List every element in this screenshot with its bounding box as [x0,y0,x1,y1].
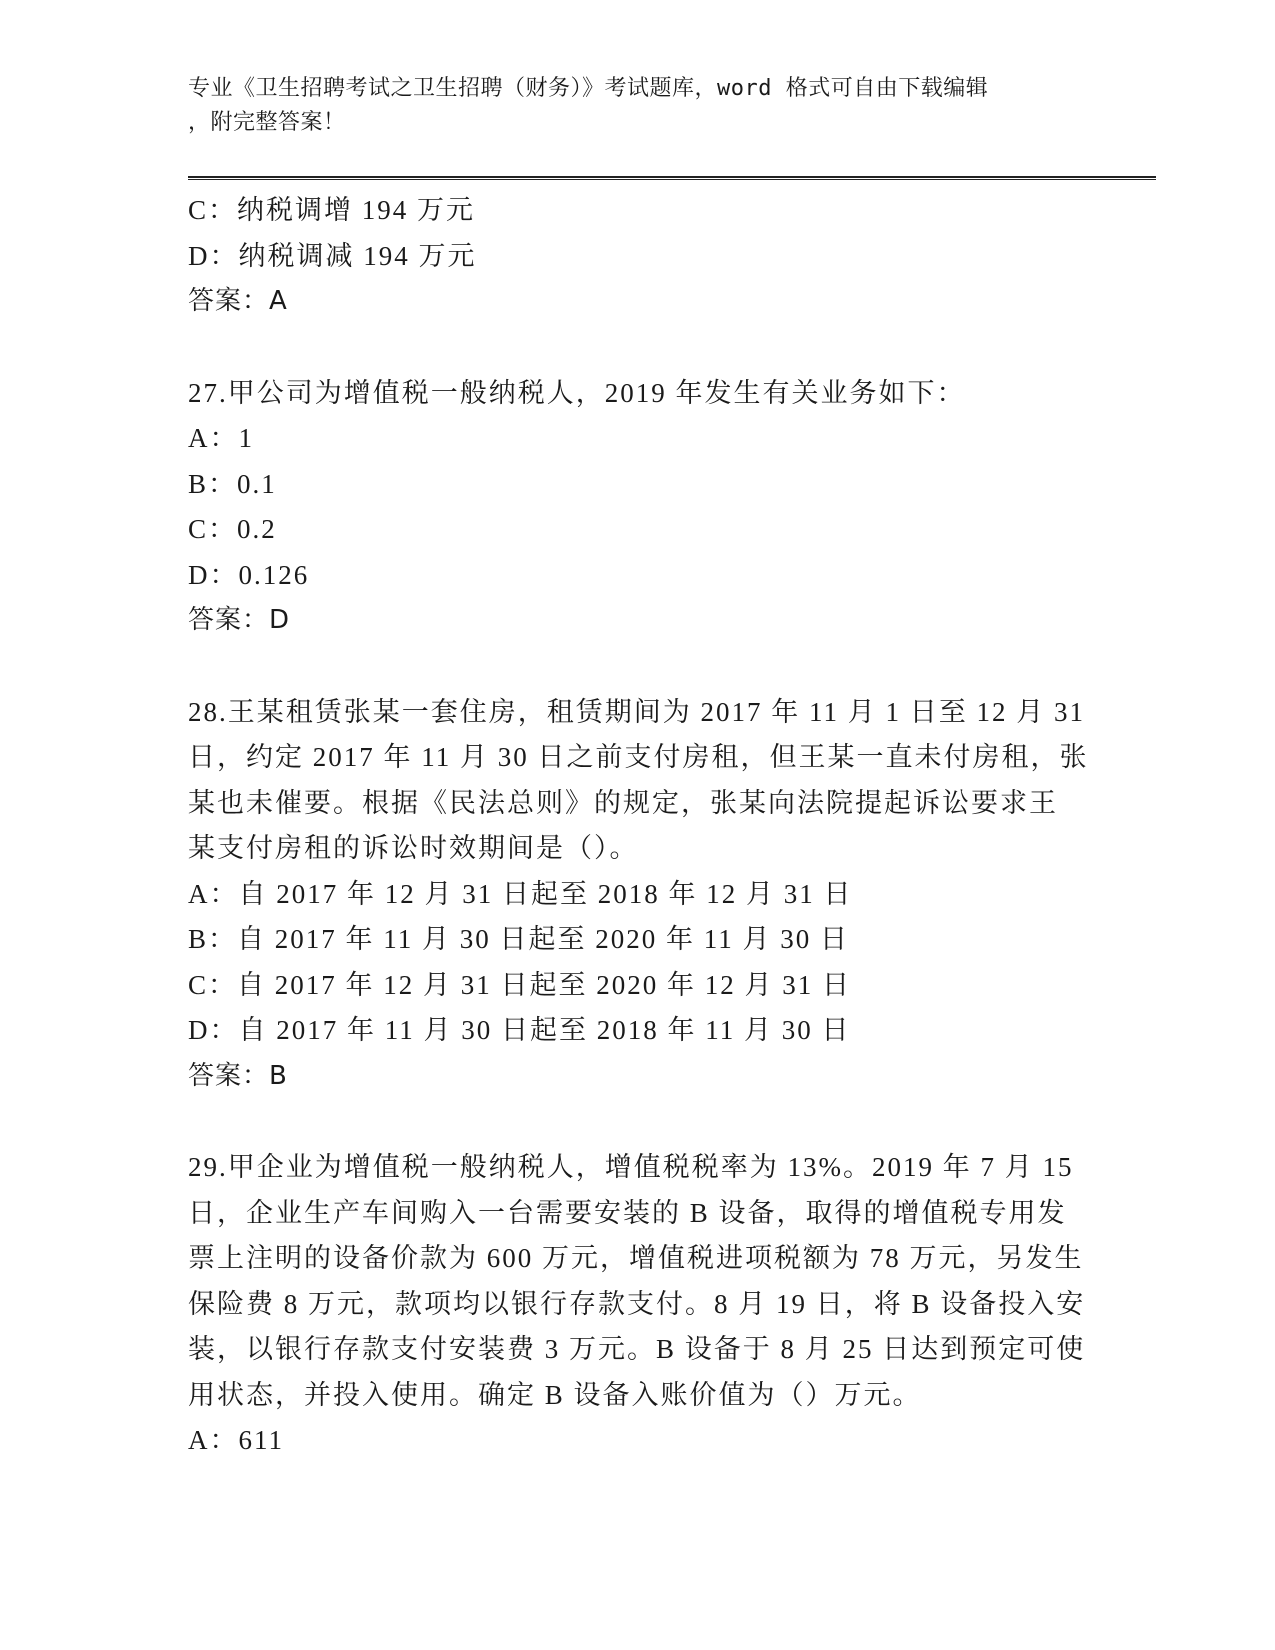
answer-line: 答案：D [188,605,291,635]
option-a: A：611 [188,1425,284,1455]
spacer [188,644,1088,690]
option-d: D：自 2017 年 11 月 30 日起至 2018 年 11 月 30 日 [188,1015,851,1045]
option-b: B：0.1 [188,468,277,499]
question-stem-line: 装，以银行存款支付安装费 3 万元。B 设备于 8 月 25 日达到预定可使 [188,1334,1086,1364]
question-stem-line: 日，企业生产车间购入一台需要安装的 B 设备，取得的增值税专用发 [188,1197,1067,1228]
question-stem-line: 29.甲企业为增值税一般纳税人，增值税税率为 13%。2019 年 7 月 15 [188,1152,1074,1182]
question-stem: 27.甲公司为增值税一般纳税人，2019 年发生有关业务如下： [188,377,966,408]
question-27 [188,371,1088,644]
header-line-1: 专业《卫生招聘考试之卫生招聘（财务）》考试题库，word 格式可自由下载编辑 [188,76,989,101]
question-stem-line: 保险费 8 万元，款项均以银行存款支付。8 月 19 日，将 B 设备投入安 [188,1288,1086,1319]
question-stem-line: 票上注明的设备价款为 600 万元，增值税进项税额为 78 万元，另发生 [188,1243,1084,1273]
header-line-2: ，附完整答案！ [188,110,346,135]
question-stem-line: 用状态，并投入使用。确定 B 设备入账价值为（）万元。 [188,1379,922,1410]
question-29 [188,1145,1088,1464]
option-c: C：0.2 [188,514,277,544]
question-stem-line: 日，约定 2017 年 11 月 30 日之前支付房租，但王某一直未付房租，张 [188,742,1089,772]
question-stem-line: 某也未催要。根据《民法总则》的规定，张某向法院提起诉讼要求王 [188,787,1058,818]
option-c: C：自 2017 年 12 月 31 日起至 2020 年 12 月 31 日 [188,969,852,1000]
question-list [188,188,1088,1464]
question-stem-line: 某支付房租的诉讼时效期间是（）。 [188,833,639,863]
option-d: D：纳税调减 194 万元 [188,240,477,271]
option-a: A：1 [188,423,254,453]
option-b: B：自 2017 年 11 月 30 日起至 2020 年 11 月 30 日 [188,924,850,954]
question-26 [188,188,1088,325]
document-header [188,72,1068,140]
answer-line: 答案：A [188,286,288,316]
option-c: C：纳税调增 194 万元 [188,195,476,225]
spacer [188,1099,1088,1145]
answer-line: 答案：B [188,1060,288,1091]
question-28 [188,690,1088,1100]
option-a: A：自 2017 年 12 月 31 日起至 2018 年 12 月 31 日 [188,878,853,909]
header-divider [188,176,1156,180]
option-d: D：0.126 [188,559,310,590]
question-stem-line: 28.王某租赁张某一套住房，租赁期间为 2017 年 11 月 1 日至 12 月 31 [188,696,1085,727]
spacer [188,325,1088,371]
